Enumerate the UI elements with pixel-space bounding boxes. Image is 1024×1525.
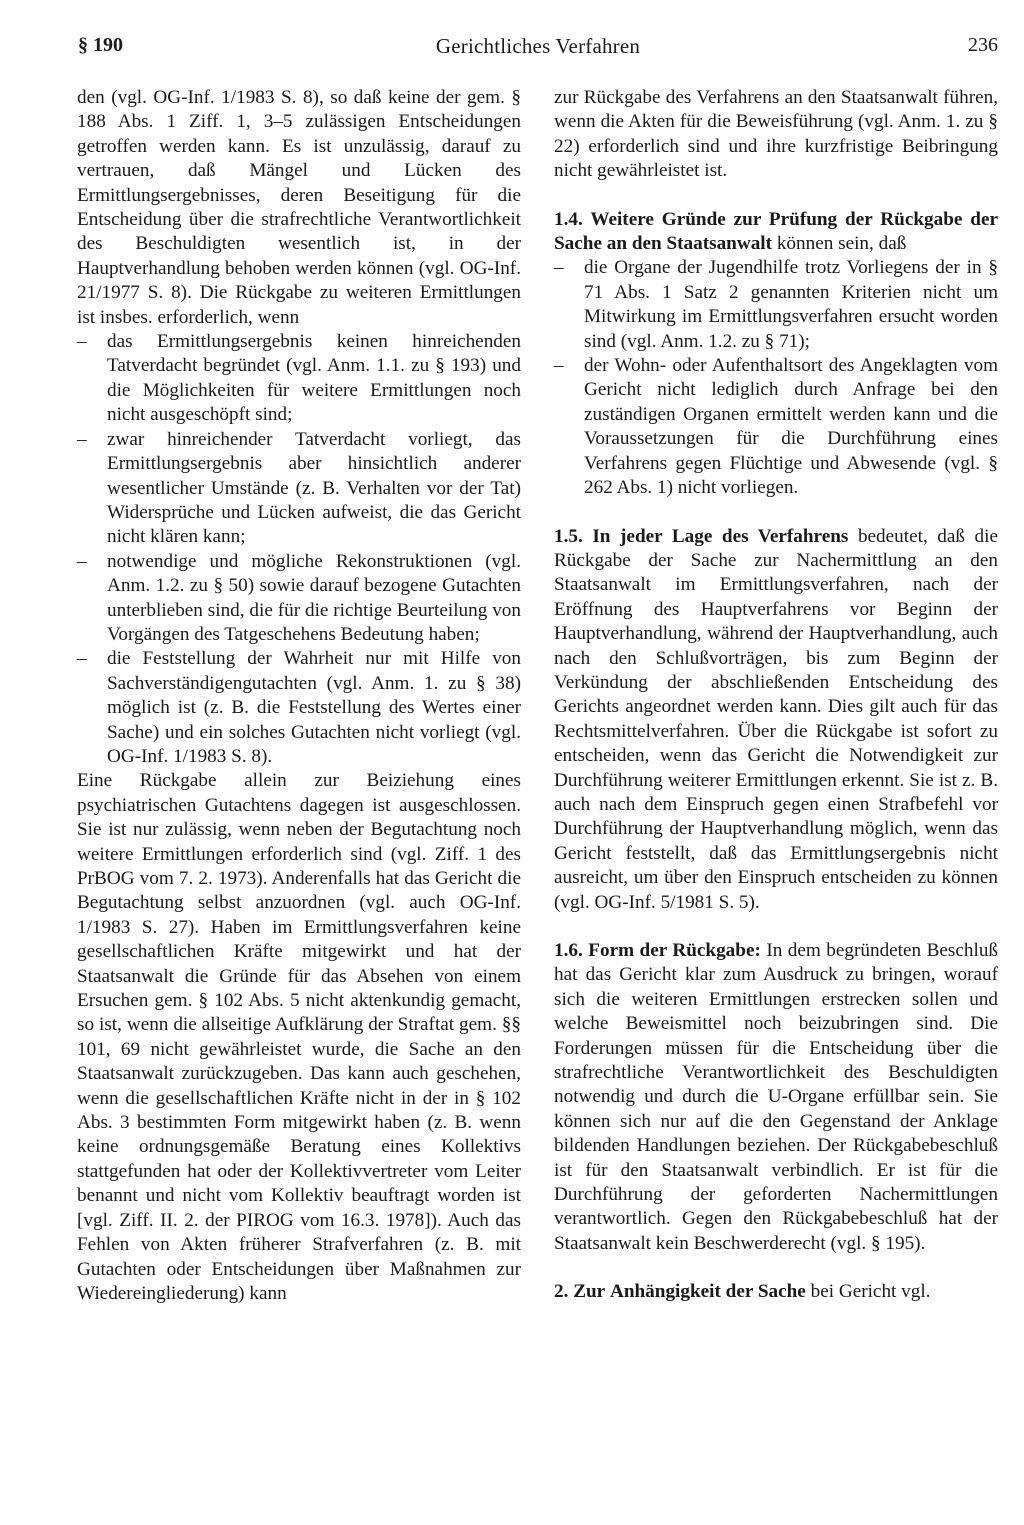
dash-list-item — [77, 647, 521, 769]
list-item-text: das Ermittlungsergebnis keinen hinreichenden Tatverdacht begründet (vgl. Anm. 1.1. zu § 193) und die Möglichkeiten für weitere Ermittlungen noch nicht ausgeschöpft sind; — [107, 331, 521, 426]
list-item-text: zwar hinreichender Tatverdacht vorliegt, das Ermittlungsergebnis aber hinsichtlich anderer wesentlicher Umstände (z. B. Verhalten vor der Tat) Widersprüche und Lücken aufweist, die das Gericht nicht klären kann; — [107, 428, 521, 548]
section-heading: 1.5. In jeder Lage des Verfahrens — [554, 525, 849, 547]
dash-list-item — [77, 330, 521, 428]
paragraph: den (vgl. OG-Inf. 1/1983 S. 8), so daß keine der gem. § 188 Abs. 1 Ziff. 1, 3–5 zulässigen Entscheidungen getroffen werden kann. Es ist unzulässig, darauf zu vertrauen, daß Mängel und Lücken des Ermittlungsergebnisses, deren Beseitigung für die Entscheidung über die strafrechtliche Verantwortlichkeit des Beschuldigten wesentlich ist, in der Hauptverhandlung behoben werden können (vgl. OG-Inf. 21/1977 S. 8). Die Rückgabe zu weiteren Ermittlungen ist insbes. erforderlich, wenn — [77, 87, 521, 328]
section-text: bei Gericht vgl. — [805, 1281, 931, 1303]
section-1-5 — [554, 525, 998, 916]
section-heading: 1.4. Weitere Gründe zur Prüfung der Rückgabe der Sache an den Staatsanwalt — [554, 208, 998, 255]
list-item-text: der Wohn- oder Aufenthaltsort des Angeklagten vom Gericht nicht lediglich durch Anfrage bei den zuständigen Organen ermittelt werden kann und die Voraussetzungen für die Durchführung eines Verfahrens gegen Flüchtige und Abwesende (vgl. § 262 Abs. 1) nicht vorliegen. — [584, 355, 998, 499]
dash-list-item — [554, 256, 998, 354]
paragraph: zur Rückgabe des Verfahrens an den Staatsanwalt führen, wenn die Akten für die Beweisführung (vgl. Anm. 1. zu § 22) erforderlich sind und ihre kurzfristige Beibringung nicht gewährleistet ist. — [554, 87, 998, 182]
section-text: In dem begründeten Beschluß hat das Gericht klar zum Ausdruck zu bringen, worauf sich die weiteren Ermittlungen erstrecken sollen und welche Beweismittel noch beizubringen sind. Die Forderungen müssen für die Entscheidung über die strafrechtliche Verantwortlichkeit des Beschuldigten notwendig und durch die U-Organe erfüllbar sein. Sie können sich nur auf die den Gegenstand der Anklage bildenden Handlungen beziehen. Der Rückgabebeschluß ist für den Staatsanwalt verbindlich. Er ist für die Durchführung der geforderten Nachermittlungen verantwortlich. Gegen den Rückgabebeschluß hat der Staatsanwalt kein Beschwerderecht (vgl. § 195). — [554, 940, 999, 1254]
right-column — [554, 86, 998, 1305]
section-heading: 1.6. Form der Rückgabe: — [554, 940, 761, 961]
section-text: bedeutet, daß die Rückgabe der Sache zur Nachermittlung an den Staatsanwalt im Ermittlungsverfahren, nach der Eröffnung des Hauptverfahrens vor Beginn der Hauptverhandlung, während der Hauptverhandlung, auch nach den Schlußvorträgen, bis zum Beginn der Verkündung der abschließenden Entscheidung des Gerichts angeordnet werden kann. Dies gilt auch für das Rechtsmittelverfahren. Über die Rückgabe ist sofort zu entscheiden, wenn das Gericht die Notwendigkeit zur Durchführung weiterer Ermittlungen erkennt. Sie ist z. B. auch nach dem Einspruch gegen einen Strafbefehl vor Durchführung der Hauptverhandlung möglich, wenn das Gericht feststellt, daß das Ermittlungsergebnis nicht ausreicht, um über den Einspruch entscheiden zu können (vgl. OG-Inf. 5/1981 S. 5). — [554, 525, 998, 913]
dash-list-item — [554, 354, 998, 500]
page-number: 236 — [968, 34, 998, 56]
section-2 — [554, 1280, 998, 1304]
section-1-4 — [554, 208, 998, 257]
left-column — [77, 86, 521, 1306]
dash-marker: – — [77, 550, 87, 572]
section-text: können sein, daß — [772, 233, 907, 255]
section-number: 2. Zur — [554, 1281, 606, 1303]
dash-list-item — [77, 550, 521, 648]
paragraph: Eine Rückgabe allein zur Beiziehung eines psychiatrischen Gutachtens dagegen ist ausgeschlossen. Sie ist nur zulässig, wenn neben der Begutachtung noch weitere Ermittlungen erforderlich sind (vgl. Ziff. 1 des PrBOG vom 7. 2. 1973). Anderenfalls hat das Gericht die Begutachtung selbst anzuordnen (vgl. auch OG-Inf. 1/1983 S. 27). Haben im Ermittlungsverfahren keine gesellschaftlichen Kräfte mitgewirkt und hat der Staatsanwalt die Gründe für das Absehen von einem Ersuchen gem. § 102 Abs. 5 nicht aktenkundig gemacht, so ist, wenn die allseitige Aufklärung der Straftat gem. §§ 101, 69 nicht gewährleistet wurde, die Sache an den Staatsanwalt zurückzugeben. Das kann auch geschehen, wenn die gesellschaftlichen Kräfte nicht in der in § 102 Abs. 3 bestimmten Form mitgewirkt haben (z. B. wenn keine ordnungsgemäße Beratung eines Kollektivs stattgefunden hat oder der Kollektivvertreter vom Leiter benannt und nicht vom Kollektiv beauftragt worden ist [vgl. Ziff. II. 2. der PIROG vom 16.3. 1978]). Auch das Fehlen von Akten früherer Strafverfahren (z. B. mit Gutachten oder Entscheidungen über Maßnahmen zur Wiedereingliederung) kann — [77, 770, 521, 1304]
section-heading: Anhängigkeit der Sache — [609, 1281, 806, 1303]
section-1-6 — [554, 939, 998, 1256]
list-item-text: notwendige und mögliche Rekonstruktionen (vgl. Anm. 1.2. zu § 50) sowie darauf bezogene Gutachten unterblieben sind, die für die richtige Beurteilung von Vorgängen des Tatgeschehens Bedeutung haben; — [107, 550, 521, 645]
running-title: Gerichtliches Verfahren — [435, 34, 641, 58]
page-header — [78, 34, 998, 64]
list-item-text: die Feststellung der Wahrheit nur mit Hilfe von Sachverständigengutachten (vgl. Anm. 1. zu § 38) möglich ist (z. B. die Feststellung des Wertes einer Sache) und ein solches Gutachten nicht vorliegt (vgl. OG-Inf. 1/1983 S. 8). — [107, 648, 521, 767]
dash-marker: – — [77, 331, 87, 353]
dash-marker: – — [77, 648, 87, 670]
section-reference: § 190 — [78, 34, 123, 56]
dash-marker: – — [554, 257, 564, 279]
dash-list-item — [77, 428, 521, 550]
dash-marker: – — [77, 428, 87, 450]
list-item-text: die Organe der Jugendhilfe trotz Vorliegens der in § 71 Abs. 1 Satz 2 genannten Kriterien nicht um Mitwirkung im Ermittlungsverfahren ersucht worden sind (vgl. Anm. 1.2. zu § 71); — [584, 257, 998, 352]
dash-marker: – — [554, 355, 564, 377]
